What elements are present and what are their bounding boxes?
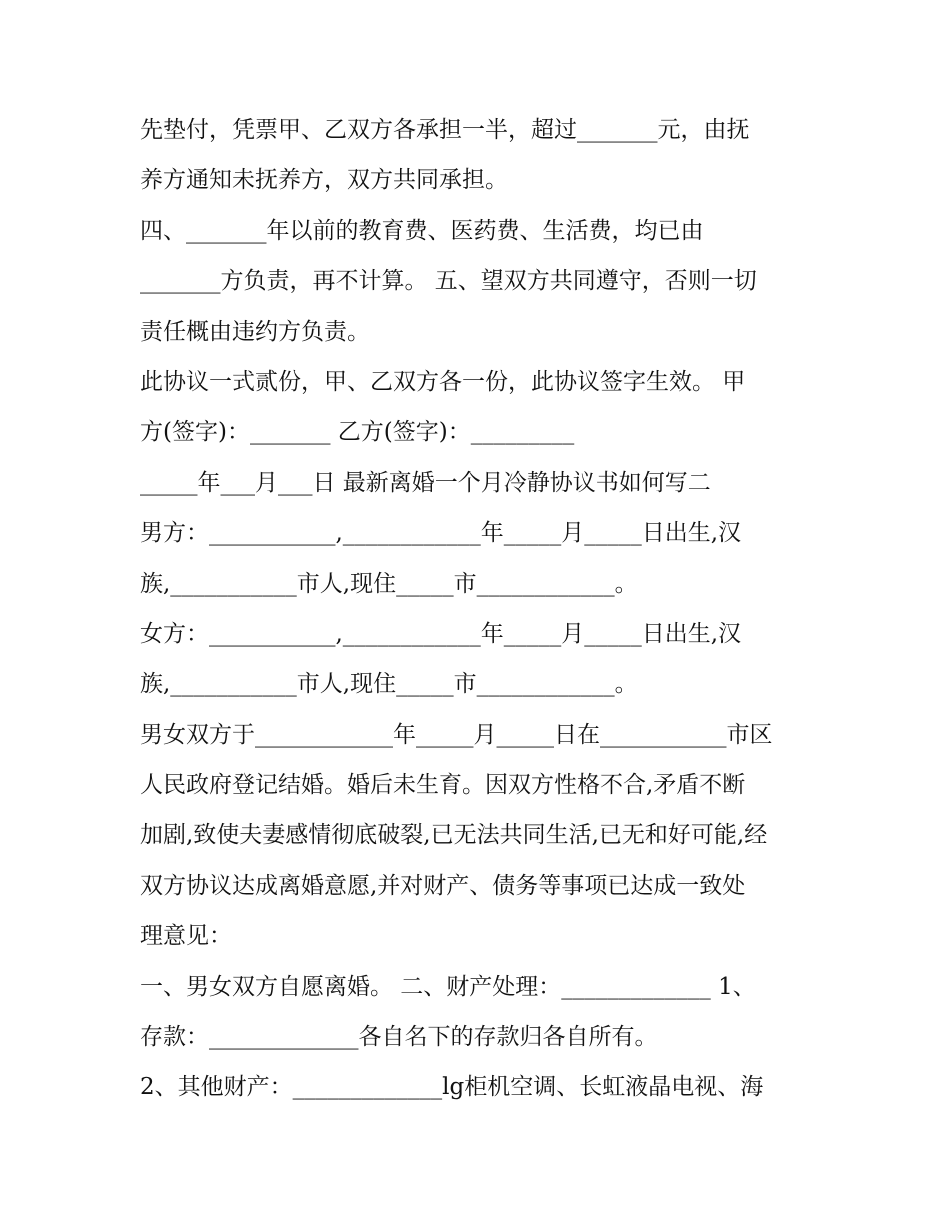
date-line: _____年___月___日 最新离婚一个月冷静协议书如何写二 xyxy=(140,469,711,496)
text-line: 男方：___________,____________年_____月_____日出生,汉 xyxy=(140,520,742,547)
text-line: 双方协议达成离婚意愿,并对财产、债务等事项已达成一致处 xyxy=(140,872,746,899)
text-line: 人民政府登记结婚。婚后未生育。因双方性格不合,矛盾不断 xyxy=(140,772,746,799)
text-line: 养方通知未抚养方，双方共同承担。 xyxy=(140,167,508,194)
text-line: 男女双方于____________年_____月_____日在___________市区 xyxy=(140,721,773,748)
text-line: 族,___________市人,现住_____市____________。 xyxy=(140,671,638,698)
text-line: 2、其他财产：_____________lg柜机空调、长虹液晶电视、海 xyxy=(140,1074,764,1101)
text-line: 理意见： xyxy=(140,923,232,950)
text-line: 先垫付，凭票甲、乙双方各承担一半，超过_______元，由抚 xyxy=(140,117,750,143)
text-line: 加剧,致使夫妻感情彻底破裂,已无法共同生活,已无和好可能,经 xyxy=(140,822,768,849)
text-line: 四、_______年以前的教育费、医药费、生活费，均已由 xyxy=(140,217,704,244)
text-line: _______方负责，再不计算。 五、望双方共同遵守，否则一切 xyxy=(140,268,757,295)
text-line: 一、男女双方自愿离婚。 二、财产处理：_____________ 1、 xyxy=(140,973,756,1000)
document-body xyxy=(140,105,820,1113)
text-line: 女方：___________,____________年_____月_____日出生,汉 xyxy=(140,620,742,647)
text-line: 族,___________市人,现住_____市____________。 xyxy=(140,570,638,597)
text-line: 存款：_____________各自名下的存款归各自所有。 xyxy=(140,1024,658,1051)
signature-line: 方(签字)：_______ 乙方(签字)：_________ xyxy=(140,419,575,446)
text-line: 此协议一式贰份，甲、乙双方各一份，此协议签字生效。 甲 xyxy=(140,368,746,395)
text-line: 责任概由违约方负责。 xyxy=(140,318,370,345)
